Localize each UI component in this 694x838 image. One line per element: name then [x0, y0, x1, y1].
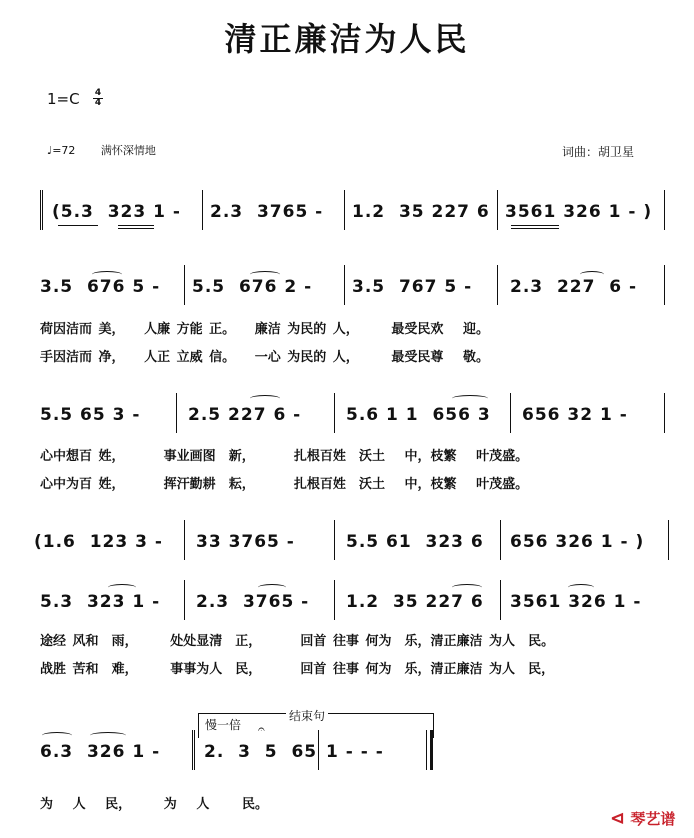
slur — [108, 584, 136, 591]
measure: 656 32 1 - — [522, 405, 628, 425]
underline — [58, 225, 98, 226]
slur — [250, 395, 280, 402]
underline — [118, 228, 154, 229]
barline — [510, 393, 511, 433]
measure: 2.3 3765 - — [210, 202, 324, 222]
slow-annotation: 慢一倍 — [205, 718, 242, 732]
underline — [511, 225, 559, 226]
lyric-line: 荷因洁而 美， 人廉 方能 正。 廉洁 为民的 人， 最受民欢 迎。 — [40, 322, 489, 337]
measure: 2. 3 5 65 — [204, 742, 318, 762]
score-row-4 — [0, 520, 694, 560]
slur — [452, 395, 488, 402]
measure: 33 3765 - — [196, 532, 295, 552]
score-row-1 — [0, 190, 694, 230]
measure: 5.6 1 1 656 3 — [346, 405, 491, 425]
logo — [610, 808, 675, 829]
slur — [92, 271, 122, 278]
score-row-2 — [0, 265, 694, 305]
measure: 3.5 676 5 - — [40, 277, 161, 297]
lyric-line: 为 人 民， 为 人 民。 — [40, 797, 268, 812]
tempo-line — [47, 142, 156, 158]
slur — [568, 584, 594, 591]
lyric-line: 战胜 苦和 难， 事事为人 民， 回首 往事 何为 乐，清正廉洁 为人 民， — [40, 662, 555, 677]
key-signature: 1=C — [47, 90, 80, 108]
barline — [500, 520, 501, 560]
barline — [318, 730, 319, 770]
repeat-barline — [40, 190, 43, 230]
credit: 词曲：胡卫星 — [562, 145, 635, 159]
underline — [511, 228, 559, 229]
lyric-line: 心中为百 姓， 挥汗勤耕 耘， 扎根百姓 沃土 中，枝繁 叶茂盛。 — [40, 477, 529, 492]
measure: 2.3 227 6 - — [510, 277, 638, 297]
barline — [334, 393, 335, 433]
barline — [668, 520, 669, 560]
score-row-3 — [0, 393, 694, 433]
barline — [664, 393, 665, 433]
measure: 6.3 326 1 - — [40, 742, 161, 762]
lyric-line: 途经 风和 雨， 处处显清 正， 回首 往事 何为 乐，清正廉洁 为人 民。 — [40, 634, 555, 649]
repeat-barline — [192, 730, 195, 770]
measure: 1.2 35 227 6 — [352, 202, 490, 222]
barline — [664, 190, 665, 230]
measure: 5.3 323 1 - — [40, 592, 161, 612]
barline — [184, 580, 185, 620]
lyric-line: 手因洁而 净， 人正 立威 信。 一心 为民的 人， 最受民尊 敬。 — [40, 350, 489, 365]
slur — [580, 271, 604, 278]
slur — [452, 584, 482, 591]
slur — [42, 732, 72, 739]
measure: 1 - - - — [326, 742, 384, 762]
underline — [118, 225, 154, 226]
slur — [258, 584, 286, 591]
lyric-line: 心中想百 姓， 事业画图 新， 扎根百姓 沃土 中，枝繁 叶茂盛。 — [40, 449, 529, 464]
measure: 2.5 227 6 - — [188, 405, 302, 425]
ending-annotation: 结束句 — [286, 707, 328, 724]
barline — [202, 190, 203, 230]
barline — [344, 190, 345, 230]
tempo-marking: ♩=72 — [47, 144, 76, 157]
page-title: 清正廉洁为人民 — [224, 20, 470, 58]
measure: (1.6 123 3 - — [34, 532, 163, 552]
logo-icon: ⊲ — [610, 808, 626, 829]
slur — [90, 732, 126, 739]
barline — [334, 580, 335, 620]
barline — [176, 393, 177, 433]
time-signature-bottom: 4 — [94, 98, 102, 108]
barline — [184, 265, 185, 305]
barline — [500, 580, 501, 620]
score-row-5 — [0, 580, 694, 620]
final-barline — [430, 730, 433, 770]
measure: 5.5 61 323 6 — [346, 532, 484, 552]
measure: (5.3 323 1 - — [52, 202, 181, 222]
measure: 5.5 65 3 - — [40, 405, 141, 425]
measure: 2.3 3765 - — [196, 592, 310, 612]
measure: 656 326 1 - ) — [510, 532, 645, 552]
barline — [426, 730, 427, 770]
measure: 1.2 35 227 6 — [346, 592, 484, 612]
measure: 3561 326 1 - ) — [505, 202, 653, 222]
barline — [344, 265, 345, 305]
fermata: 𝄐 — [258, 722, 265, 736]
slur — [250, 271, 280, 278]
barline — [497, 265, 498, 305]
score-row-6 — [0, 730, 694, 770]
barline — [184, 520, 185, 560]
barline — [664, 265, 665, 305]
logo-text: 琴艺谱 — [630, 810, 676, 828]
time-signature-top: 4 — [94, 88, 102, 98]
measure: 3561 326 1 - — [510, 592, 642, 612]
measure: 3.5 767 5 - — [352, 277, 473, 297]
time-signature — [93, 89, 103, 108]
measure: 5.5 676 2 - — [192, 277, 313, 297]
expression-marking: 满怀深情地 — [100, 144, 156, 157]
barline — [334, 520, 335, 560]
barline — [497, 190, 498, 230]
